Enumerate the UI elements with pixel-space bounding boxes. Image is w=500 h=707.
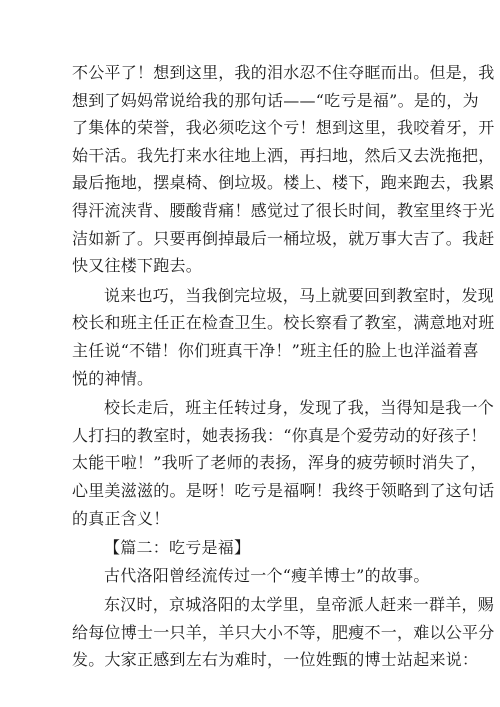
section-heading xyxy=(72,534,432,562)
text-line: 悦的神情。 xyxy=(72,368,154,388)
paragraph-sheep xyxy=(72,591,495,674)
paragraph-story-intro xyxy=(72,562,432,590)
text-line: 了集体的荣誉，我必须吃这个亏！想到这里，我咬着牙，开 xyxy=(72,118,495,138)
text-line: 东汉时，京城洛阳的太学里，皇帝派人赶来一群羊，赐 xyxy=(104,595,495,615)
text-line: 人打扫的教室时，她表扬我：“你真是个爱劳动的好孩子！ xyxy=(72,425,487,445)
text-line: 说来也巧，当我倒完垃圾，马上就要回到教室时，发现 xyxy=(104,285,495,305)
text-line: 洁如新了。只要再倒掉最后一桶垃圾，就万事大吉了。我赶 xyxy=(72,228,495,248)
paragraph-cleanup xyxy=(72,59,495,280)
text-line: 想到了妈妈常说给我的那句话——“吃亏是福”。是的，为 xyxy=(72,90,479,110)
text-line: 得汗流浃背、腰酸背痛！感觉过了很长时间，教室里终于光 xyxy=(72,200,495,220)
text-line: 校长走后，班主任转过身，发现了我，当得知是我一个 xyxy=(104,398,495,418)
document-body xyxy=(72,59,495,674)
text-line: 校长和班主任正在检查卫生。校长察看了教室，满意地对班 xyxy=(72,313,495,333)
paragraph-inspection xyxy=(72,282,495,392)
text-line: 快又往楼下跑去。 xyxy=(72,256,203,276)
text-line: 给每位博士一只羊，羊只大小不等，肥瘦不一，难以公平分 xyxy=(72,622,495,642)
text-line: 不公平了！想到这里，我的泪水忍不住夺眶而出。但是，我 xyxy=(72,63,495,82)
paragraph-praise xyxy=(72,394,495,532)
text-line: 太能干啦！”我听了老师的表扬，浑身的疲劳顿时消失了， xyxy=(72,453,487,473)
section-heading-text: 【篇二：吃亏是福】 xyxy=(104,538,251,558)
text-line: 主任说“不错！你们班真干净！”班主任的脸上也洋溢着喜 xyxy=(72,340,479,360)
text-line: 古代洛阳曾经流传过一个“瘦羊博士”的故事。 xyxy=(104,565,430,585)
text-line: 发。大家正感到左右为难时，一位姓甄的博士站起来说： xyxy=(72,650,479,670)
text-line: 心里美滋滋的。是呀！吃亏是福啊！我终于领略到了这句话 xyxy=(72,480,495,500)
text-line: 的真正含义！ xyxy=(72,508,170,528)
text-line: 始干活。我先打来水往地上洒，再扫地，然后又去洗拖把， xyxy=(72,145,495,165)
text-line: 最后拖地，摆桌椅、倒垃圾。楼上、楼下，跑来跑去，我累 xyxy=(72,173,495,193)
